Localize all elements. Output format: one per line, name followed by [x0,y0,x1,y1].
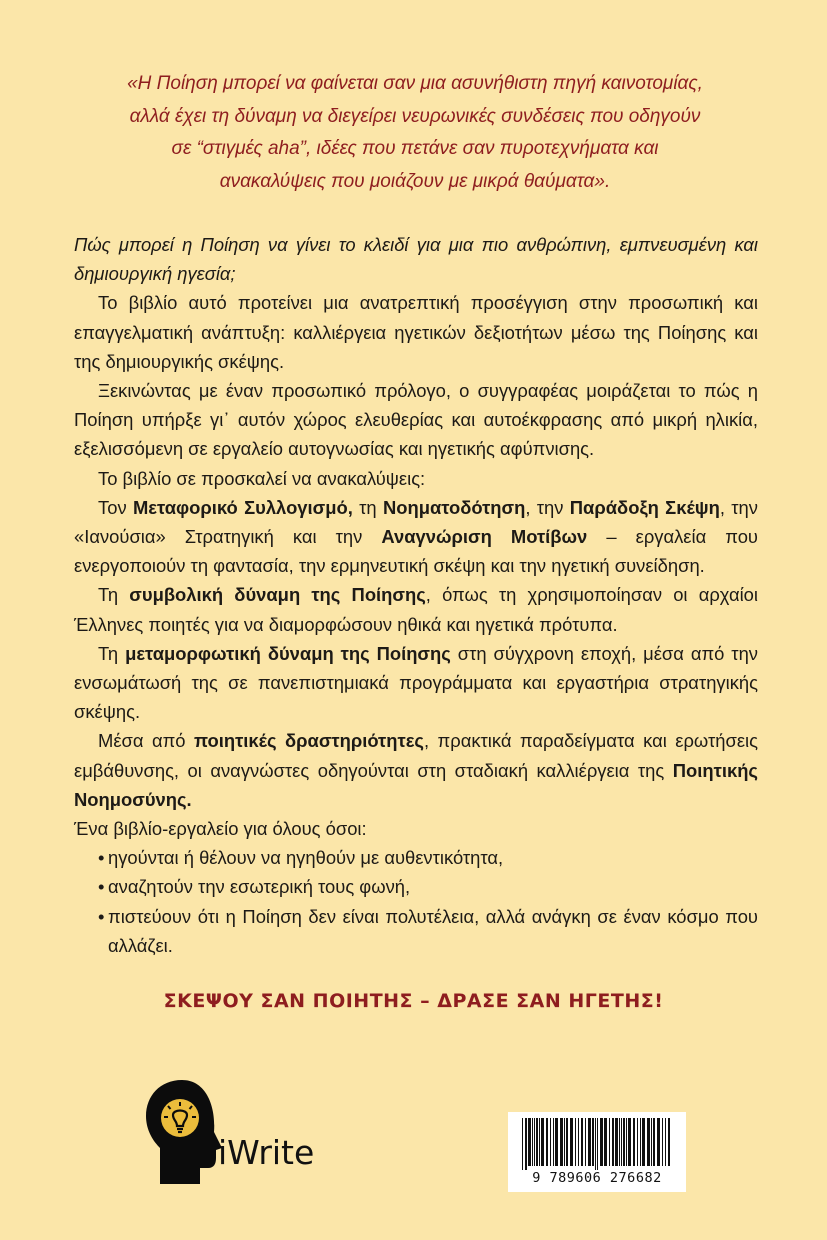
bullet-icon: • [98,905,105,927]
barcode-bar [609,1118,610,1166]
barcode-bar [578,1118,579,1166]
quote-line: «Η Ποίηση μπορεί να φαίνεται σαν μια ασυνήθιστη πηγή καινοτομίας, [127,73,703,94]
paragraph-invitation: Το βιβλίο σε προσκαλεί να ανακαλύψεις: [98,467,426,489]
barcode-bar [637,1118,638,1166]
list-item: • αναζητούν την εσωτερική τους φωνή, [98,872,758,901]
barcode-bar [570,1118,573,1166]
barcode-bar [541,1118,544,1166]
paragraph-transformative: Τη μεταμορφωτική δύναμη της Ποίησης στη σύγχρονη εποχή, μέσα από την ενσωμάτωσή της σε πανεπιστημιακά προγράμματα και εργαστήρια στρατηγικής σκέψης. [74,642,758,723]
barcode-bar [546,1118,548,1166]
barcode-bar [597,1118,598,1170]
list-item: • ηγούνται ή θέλουν να ηγηθούν με αυθεντικότητα, [98,843,758,872]
barcode-bar [564,1118,565,1166]
quote-line: σε “στιγμές aha”, ιδέες που πετάνε σαν πυροτεχνήματα και [171,138,659,159]
barcode-bar [595,1118,596,1170]
paragraph-activities: Μέσα από ποιητικές δραστηριότητες, πρακτικά παραδείγματα και ερωτήσεις εμβάθυνσης, οι αναγνώστες οδηγούνται στη σταδιακή καλλιέργεια της Ποιητικής Νοημοσύνης. [74,730,758,810]
barcode-bar [665,1118,666,1166]
barcode-bar [553,1118,554,1166]
list-item: • πιστεύουν ότι η Ποίηση δεν είναι πολυτέλεια, αλλά ανάγκη σε έναν κόσμο που αλλάζει. [98,902,758,960]
barcode-bar [633,1118,635,1166]
barcode-bar [662,1118,663,1166]
barcode-bar [642,1118,645,1166]
barcode-bar [555,1118,558,1166]
barcode-bar [628,1118,631,1166]
barcode-digits: 9 789606 276682 [532,1170,662,1186]
bullet-icon: • [98,847,105,869]
barcode-bar [615,1118,618,1166]
barcode-bar [525,1118,527,1170]
barcode-bar [522,1118,523,1170]
audience-list [74,843,758,960]
barcode-bar [668,1118,670,1166]
intro-question: Πώς μπορεί η Ποίηση να γίνει το κλειδί για μια πιο ανθρώπινη, εμπνευσμένη και δημιουργική ηγεσία; [74,234,758,285]
paragraph-symbolic: Τη συμβολική δύναμη της Ποίησης, όπως τη χρησιμοποίησαν οι αρχαίοι Έλληνες ποιητές για να διαμορφώσουν ηθικά και ηγετικά πρότυπα. [74,584,758,635]
barcode-bar [534,1118,535,1166]
paragraph-approach: Το βιβλίο αυτό προτείνει μια ανατρεπτική προσέγγιση στην προσωπική και επαγγελματική ανάπτυξη: καλλιέργεια ηγετικών δεξιοτήτων μέσω της Ποίησης και της δημιουργικής σκέψης. [74,292,758,372]
barcode-bar [550,1118,551,1166]
isbn-barcode [508,1112,686,1192]
barcode-bar [651,1118,652,1166]
quote-line: ανακαλύψεις που μοιάζουν με μικρά θαύματα». [219,170,611,192]
barcode-bar [592,1118,594,1166]
paragraph-audience: Ένα βιβλίο-εργαλείο για όλους όσοι: [74,818,367,840]
barcode-bar [623,1118,625,1166]
barcode-bar [604,1118,607,1166]
paragraph-prologue: Ξεκινώντας με έναν προσωπικό πρόλογο, ο συγγραφέας μοιράζεται το πώς η Ποίηση υπήρξε γι᾽ αυτόν χώρος ελευθερίας και αυτοέκφρασης από μικρή ηλικία, εξελισσόμενη σε εργαλείο αυτογνωσίας και ηγετικής αφύπνισης. [74,380,758,460]
barcode-bar [585,1118,586,1166]
barcode-bar [539,1118,540,1166]
barcode-bar [621,1118,622,1166]
barcode-bar [619,1118,620,1166]
barcode-bar [647,1118,650,1166]
paragraph-tools: Τον Μεταφορικό Συλλογισμό, τη Νοηματοδότηση, την Παράδοξη Σκέψη, την «Ιανούσια» Στρατηγική και την Αναγνώριση Μοτίβων – εργαλεία που ενεργοποιούν τη φαντασία, την ερμηνευτική σκέψη και την ηγετική συνείδηση. [74,496,758,577]
blurb-body [74,230,758,960]
barcode-bar [626,1118,627,1166]
barcode-bar [640,1118,641,1166]
slogan: ΣΚΕΨΟΥ ΣΑΝ ΠΟΙΗΤΗΣ – ΔΡΑΣΕ ΣΑΝ ΗΓΕΤΗΣ! [163,990,664,1012]
barcode-bar [528,1118,531,1166]
barcode-bar [560,1118,563,1166]
cover-quote [70,68,760,198]
publisher-name: iWrite [218,1133,315,1172]
barcode-bar [532,1118,533,1166]
barcode-bar [588,1118,591,1166]
barcode-bar [653,1118,655,1166]
quote-line: αλλά έχει τη δύναμη να διεγείρει νευρωνικές συνδέσεις που οδηγούν [129,105,701,127]
barcode-bar [566,1118,568,1166]
barcode-bar [612,1118,614,1166]
barcode-bar [600,1118,603,1166]
barcode-bar [581,1118,583,1166]
bullet-icon: • [98,876,105,898]
barcode-bar [536,1118,538,1166]
barcode-bar [575,1118,576,1166]
barcode-bar [657,1118,660,1166]
